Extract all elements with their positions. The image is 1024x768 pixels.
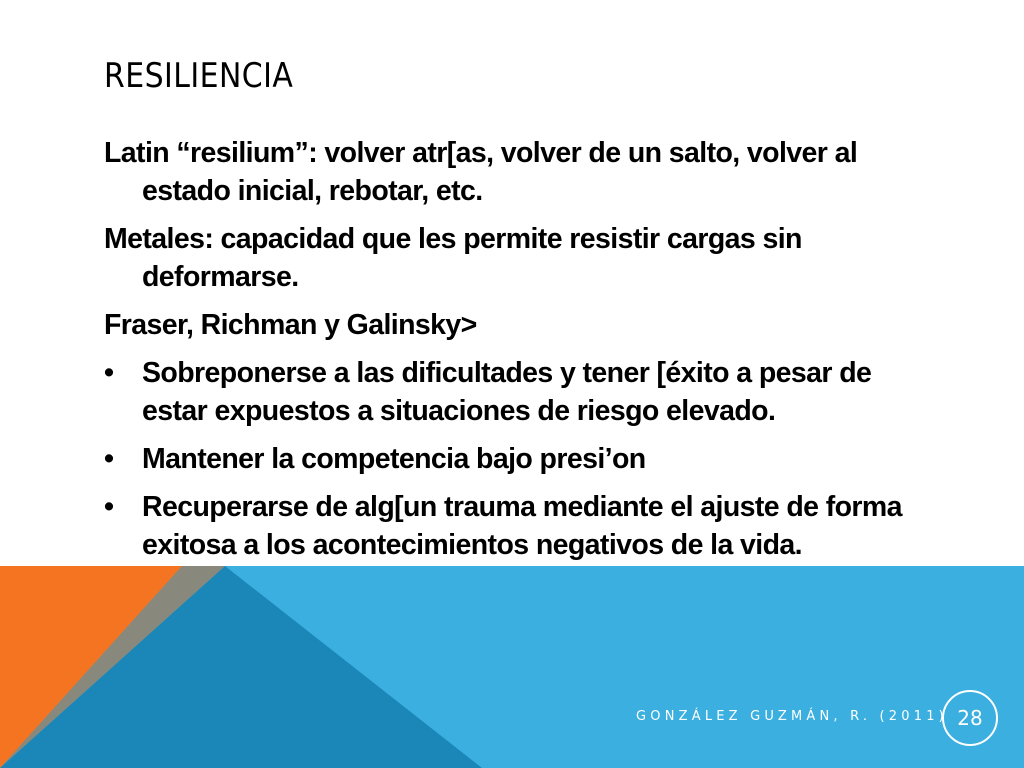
bullet-icon: • [104, 357, 114, 389]
bullet-icon: • [104, 491, 114, 523]
bullet-text: Mantener la competencia bajo presi’on [142, 443, 646, 475]
list-item [104, 354, 924, 430]
paragraph-authors: Fraser, Richman y Galinsky> [104, 309, 477, 341]
paragraph-latin-origin: Latin “resilium”: volver atr[as, volver de un salto, volver al estado inicial, rebotar, etc. [104, 137, 858, 207]
bullet-icon: • [104, 443, 114, 475]
page-number-badge [942, 690, 998, 746]
bullet-text: Sobreponerse a las dificultades y tener [éxito a pesar de estar expuestos a situaciones de riesgo elevado. [142, 357, 872, 427]
bullet-text: Recuperarse de alg[un trauma mediante el ajuste de forma exitosa a los acontecimientos negativos de la vida. [142, 491, 902, 561]
list-item [104, 440, 924, 478]
slide-body [104, 134, 924, 574]
page-number: 28 [957, 706, 983, 730]
slide-title: RESILIENCIA [104, 56, 294, 96]
paragraph-metales: Metales: capacidad que les permite resistir cargas sin deformarse. [104, 223, 802, 293]
footer-citation: GONZÁLEZ GUZMÁN, R. (2011) [636, 709, 948, 724]
list-item [104, 488, 924, 564]
